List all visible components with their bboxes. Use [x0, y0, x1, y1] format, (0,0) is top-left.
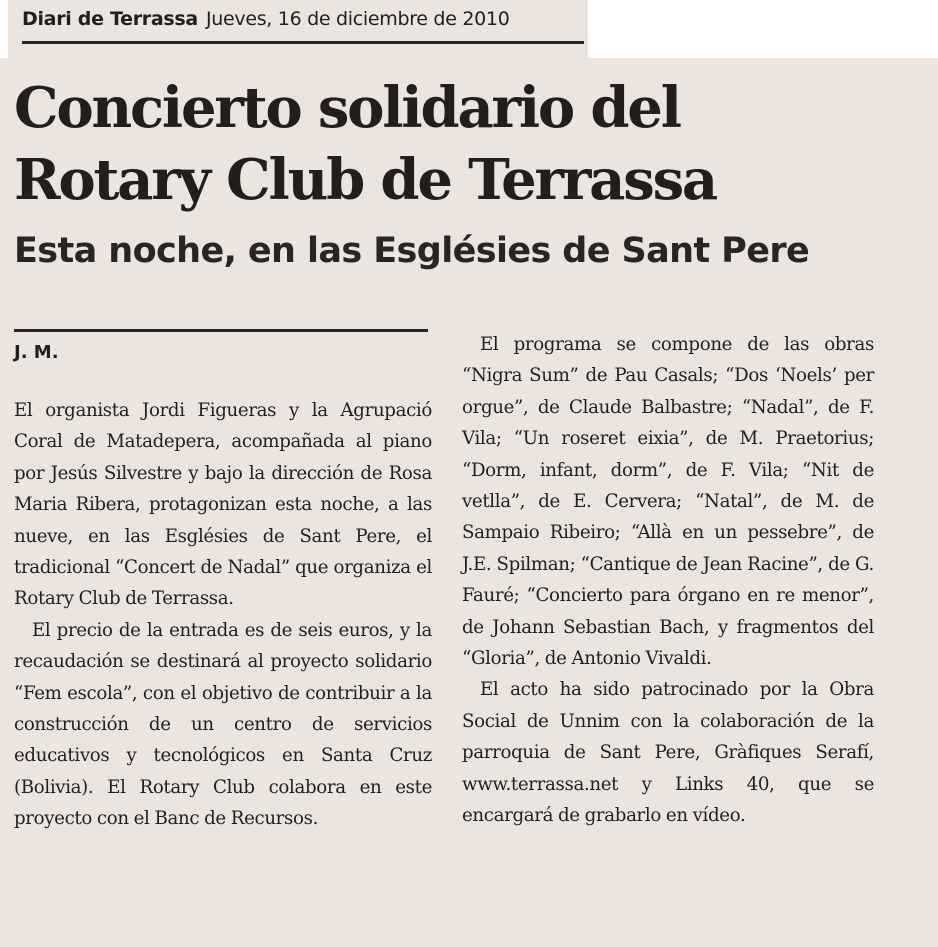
- paragraph: El acto ha sido patrocinado por la Obra Social de Unnim con la colaboración de la parroquia de Sant Pere, Gràfiques Serafí, www.terrassa.net y Links 40, que se encargará de grabarlo en vídeo.: [462, 679, 874, 827]
- headline-line-2: Rotary Club de Terrassa: [14, 147, 716, 213]
- paragraph: El organista Jordi Figueras y la Agrupació Coral de Matadepera, acompañada al piano por Jesús Silvestre y bajo la dirección de Rosa Maria Ribera, protagonizan esta noche, a las nueve, en las Esglésies de Sant Pere, el tradicional “Concert de Nadal” que organiza el Rotary Club de Terrassa.: [14, 400, 432, 610]
- headline-line-1: Concierto solidario del: [14, 75, 680, 141]
- article-column-right: [462, 329, 874, 832]
- paragraph: El precio de la entrada es de seis euros, y la recaudación se destinará al proyecto solidario “Fem escola”, con el objetivo de contribuir a la construcción de un centro de servicios educativos y tecnológicos en Santa Cruz (Bolivia). El Rotary Club colabora en este proyecto con el Banc de Recursos.: [14, 619, 432, 830]
- masthead-rule: [22, 41, 584, 44]
- masthead-line: [22, 8, 509, 30]
- article-column-left: [14, 395, 432, 835]
- newspaper-name: Diari de Terrassa: [22, 8, 198, 30]
- byline-rule: [14, 329, 428, 332]
- subheadline: Esta noche, en las Esglésies de Sant Pere: [14, 231, 810, 271]
- paragraph: El programa se compone de las obras “Nigra Sum” de Pau Casals; “Dos ‘Noels’ per orgue”, de Claude Balbastre; “Nadal”, de F. Vila; “Un roseret eixia”, de M. Praetorius; “Dorm, infant, dorm”, de F. Vila; “Nit de vetlla”, de E. Cervera; “Natal”, de M. de Sampaio Ribeiro; “Allà en un pessebre”, de J.E. Spilman; “Cantique de Jean Racine”, de G. Fauré; “Concierto para órgano en re menor”, de Johann Sebastian Bach, y fragmentos del “Gloria”, de Antonio Vivaldi.: [462, 334, 874, 670]
- byline: J. M.: [14, 342, 59, 363]
- headline: [14, 72, 914, 216]
- masthead: [8, 0, 588, 60]
- issue-date: Jueves, 16 de diciembre de 2010: [205, 8, 510, 30]
